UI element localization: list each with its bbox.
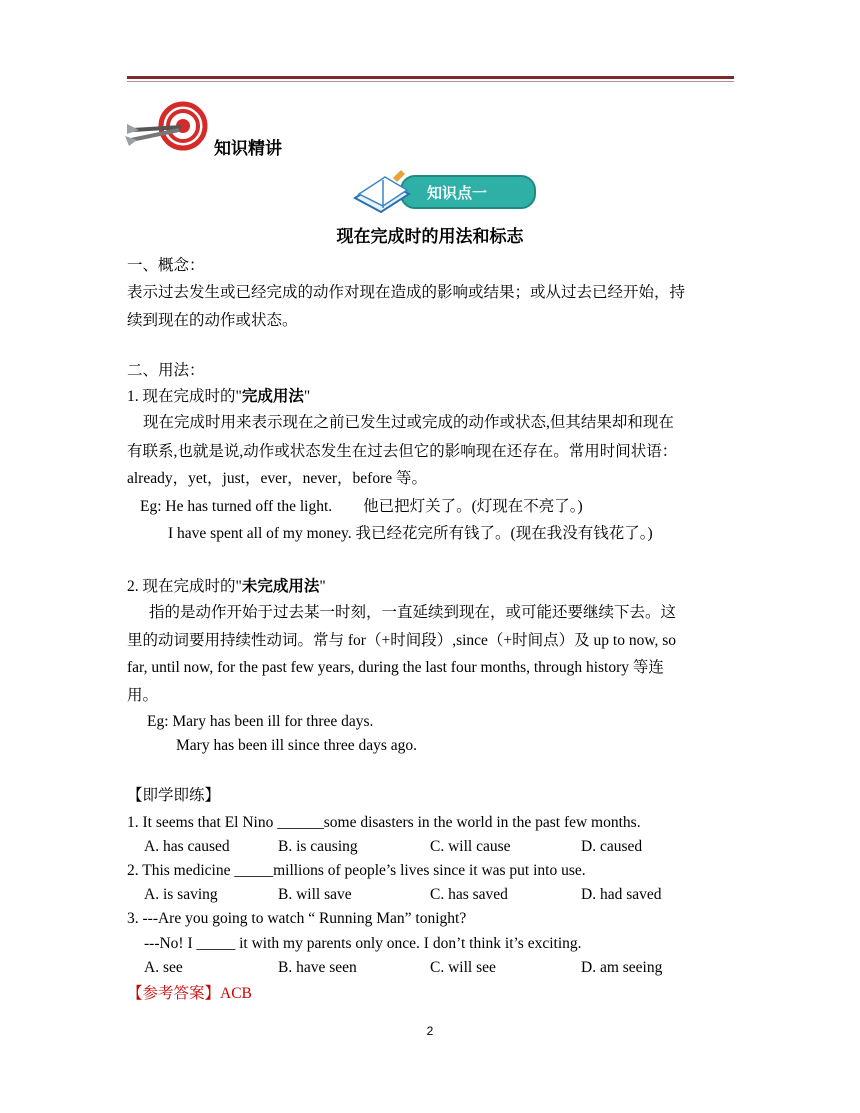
question-2-option-a: A. is saving	[144, 886, 218, 903]
open-book-icon	[355, 170, 409, 212]
question-3-stem: 3. ---Are you going to watch “ Running Man” tonight?	[127, 910, 467, 927]
lesson-heading: 现在完成时的用法和标志	[336, 227, 524, 247]
knowledge-point-badge	[349, 168, 539, 218]
question-3-stem-reply: ---No! I _____ it with my parents only once. I don’t think it’s exciting.	[144, 935, 582, 952]
usage2-line-2: 里的动词要用持续性动词。常与 for（+时间段）,since（+时间点）及 up to now, so	[127, 632, 677, 649]
question-1-option-a: A. has caused	[144, 838, 230, 855]
usage2-title: 2. 现在完成时的"未完成用法"	[127, 577, 326, 595]
usage1-line-1: 现在完成时用来表示现在之前已发生过或完成的动作或状态,但其结果却和现在	[143, 414, 674, 431]
concept-line-2: 续到现在的动作或状态。	[127, 312, 298, 329]
section-title: 知识精讲	[214, 139, 282, 159]
question-2-stem: 2. This medicine _____millions of people’s lives since it was put into use.	[127, 862, 586, 879]
question-1-option-c: C. will cause	[430, 838, 511, 855]
answer-key: 【参考答案】ACB	[127, 985, 252, 1002]
question-1-option-b: B. is causing	[278, 838, 358, 855]
usage1-title: 1. 现在完成时的"完成用法"	[127, 387, 311, 405]
practice-label: 【即学即练】	[127, 787, 221, 804]
usage2-line-3: far, until now, for the past few years, during the last four months, through history 等连	[127, 659, 664, 676]
usage1-line-3: already，yet，just，ever，never，before 等。	[127, 470, 427, 487]
question-3-option-c: C. will see	[430, 959, 496, 976]
target-arrow-icon	[125, 100, 215, 158]
question-2-option-c: C. has saved	[430, 886, 508, 903]
header-rule	[127, 76, 734, 79]
usage1-line-2: 有联系,也就是说,动作或状态发生在过去但它的影响现在还存在。常用时间状语：	[127, 443, 678, 460]
header-rule-thin	[127, 81, 734, 82]
section-header	[125, 100, 425, 160]
page-number: 2	[426, 1024, 434, 1038]
question-1-option-d: D. caused	[581, 838, 643, 855]
question-3-option-b: B. have seen	[278, 959, 357, 976]
question-2-option-b: B. will save	[278, 886, 352, 903]
usage1-example-2: I have spent all of my money. 我已经花完所有钱了。(现在我没有钱花了。)	[168, 525, 653, 542]
usage2-example-1: Eg: Mary has been ill for three days.	[147, 713, 374, 730]
usage2-line-1: 指的是动作开始于过去某一时刻，一直延续到现在，或可能还要继续下去。这	[149, 604, 677, 621]
usage2-line-4: 用。	[127, 687, 159, 704]
question-2-option-d: D. had saved	[581, 886, 662, 903]
question-3-option-a: A. see	[144, 959, 183, 976]
concept-label: 一、概念：	[127, 257, 205, 274]
question-3-option-d: D. am seeing	[581, 959, 663, 976]
badge-label: 知识点一	[427, 184, 488, 202]
usage1-example-1: Eg: He has turned off the light. 他已把灯关了。(灯现在不亮了。)	[140, 498, 583, 515]
usage-label: 二、用法：	[127, 362, 205, 379]
question-1-stem: 1. It seems that El Nino ______some disasters in the world in the past few months.	[127, 814, 641, 831]
usage2-example-2: Mary has been ill since three days ago.	[176, 737, 418, 754]
concept-line-1: 表示过去发生或已经完成的动作对现在造成的影响或结果；或从过去已经开始，持	[127, 284, 686, 301]
